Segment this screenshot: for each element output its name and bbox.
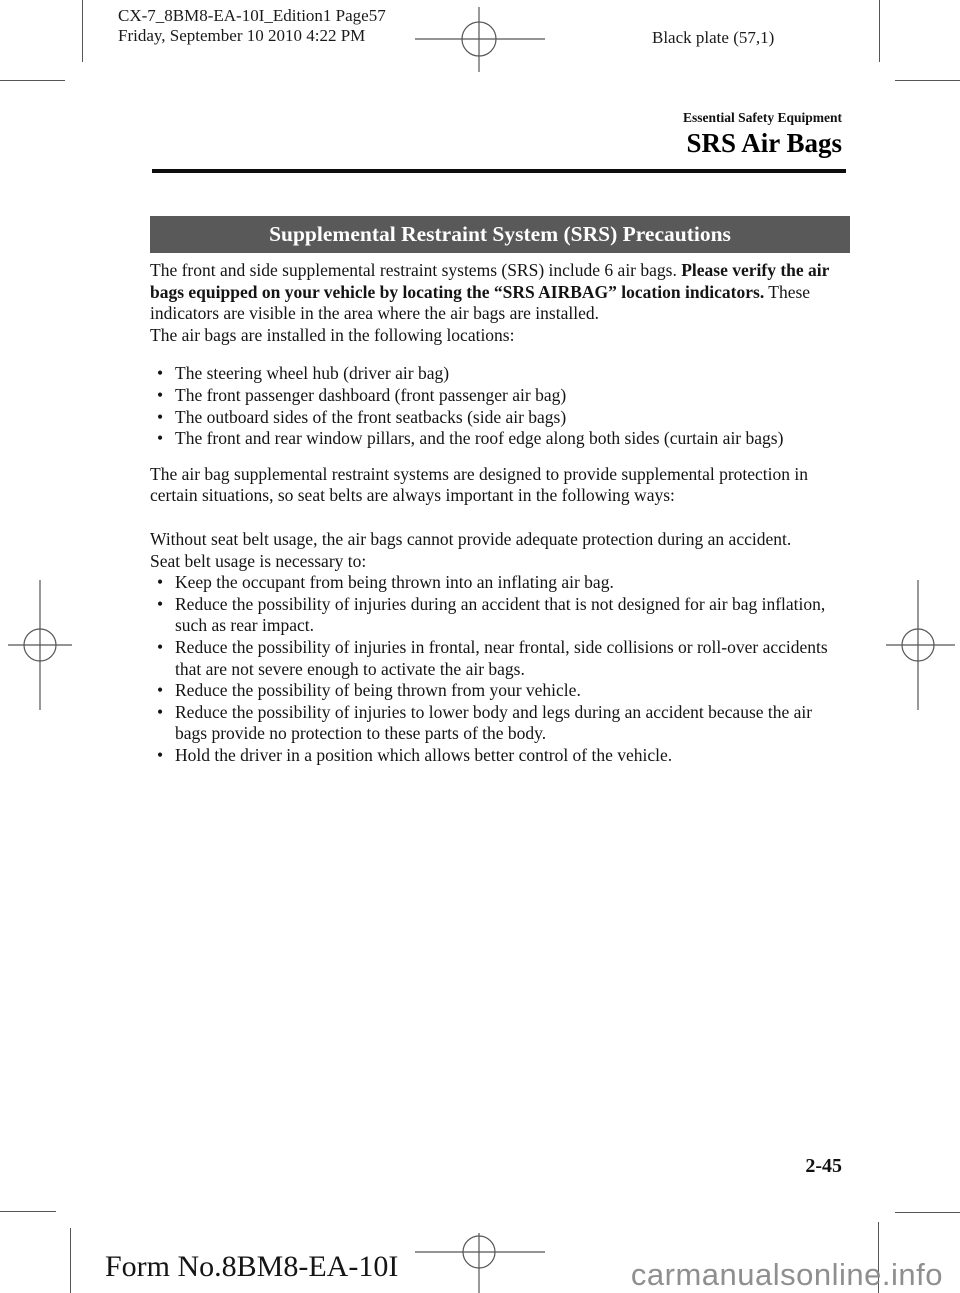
- topic-banner: Supplemental Restraint System (SRS) Precautions: [150, 216, 850, 253]
- list-item: • The front passenger dashboard (front passenger air bag): [150, 385, 844, 407]
- crop-mark-bottom-right-horizontal: [895, 1212, 960, 1213]
- plate-label: Black plate (57,1): [652, 28, 775, 47]
- no-seatbelt-note: Without seat belt usage, the air bags cannot provide adequate protection during an accident.: [150, 528, 792, 549]
- airbag-locations-list: [150, 363, 844, 449]
- crop-mark-top-left-vertical: [82, 0, 83, 62]
- body-content: [150, 260, 844, 766]
- print-timestamp: Friday, September 10 2010 4:22 PM: [118, 26, 366, 45]
- crop-mark-top-left-horizontal: [0, 80, 65, 81]
- watermark: carmanualsonline.info: [630, 1257, 943, 1292]
- section-title: SRS Air Bags: [686, 128, 842, 158]
- registration-mark-bottom-icon: [409, 1228, 549, 1293]
- page-number: 2-45: [805, 1155, 842, 1177]
- seatbelt-functions-list: [150, 572, 844, 766]
- list-item: • Keep the occupant from being thrown into an inflating air bag.: [150, 572, 844, 594]
- crop-mark-top-right-horizontal: [895, 80, 960, 81]
- form-number: Form No.8BM8-EA-10I: [105, 1250, 399, 1283]
- list-item: • Reduce the possibility of injuries during an accident that is not designed for air bag inflation, such as rear impact.: [150, 594, 844, 637]
- header-rule: [152, 169, 846, 173]
- document-reference: CX-7_8BM8-EA-10I_Edition1 Page57: [118, 6, 386, 25]
- registration-mark-right-icon: [878, 575, 960, 715]
- list-item: • Hold the driver in a position which allows better control of the vehicle.: [150, 745, 844, 767]
- list-item: • The outboard sides of the front seatbacks (side air bags): [150, 407, 844, 429]
- list-item: • The steering wheel hub (driver air bag): [150, 363, 844, 385]
- crop-mark-bottom-left-vertical: [70, 1228, 71, 1293]
- crop-mark-bottom-left-horizontal: [0, 1211, 56, 1212]
- registration-mark-top-icon: [409, 0, 549, 75]
- list-item: • Reduce the possibility of injuries to lower body and legs during an accident because the air bags provide no protection to these parts of the body.: [150, 702, 844, 745]
- intro-paragraph: The front and side supplemental restraint systems (SRS) include 6 air bags. Please verify the air bags equipped on your vehicle by locating the “SRS AIRBAG” location indicators. These indicators are visible in the area where the air bags are installed.: [150, 260, 830, 324]
- seatbelt-necessary-lead: Seat belt usage is necessary to:: [150, 550, 367, 571]
- crop-mark-top-right-vertical: [879, 0, 880, 62]
- list-item: • Reduce the possibility of being thrown from your vehicle.: [150, 680, 844, 702]
- locations-lead: The air bags are installed in the following locations:: [150, 324, 515, 345]
- chapter-label: Essential Safety Equipment: [682, 110, 842, 125]
- supplemental-note: The air bag supplemental restraint systems are designed to provide supplemental protection in certain situations, so seat belts are always important in the following ways:: [150, 463, 809, 506]
- print-header: [118, 6, 386, 46]
- list-item: • The front and rear window pillars, and the roof edge along both sides (curtain air bags): [150, 428, 844, 450]
- registration-mark-left-icon: [0, 575, 80, 715]
- list-item: • Reduce the possibility of injuries in frontal, near frontal, side collisions or roll-over accidents that are not severe enough to activate the air bags.: [150, 637, 844, 680]
- section-header: [683, 110, 842, 159]
